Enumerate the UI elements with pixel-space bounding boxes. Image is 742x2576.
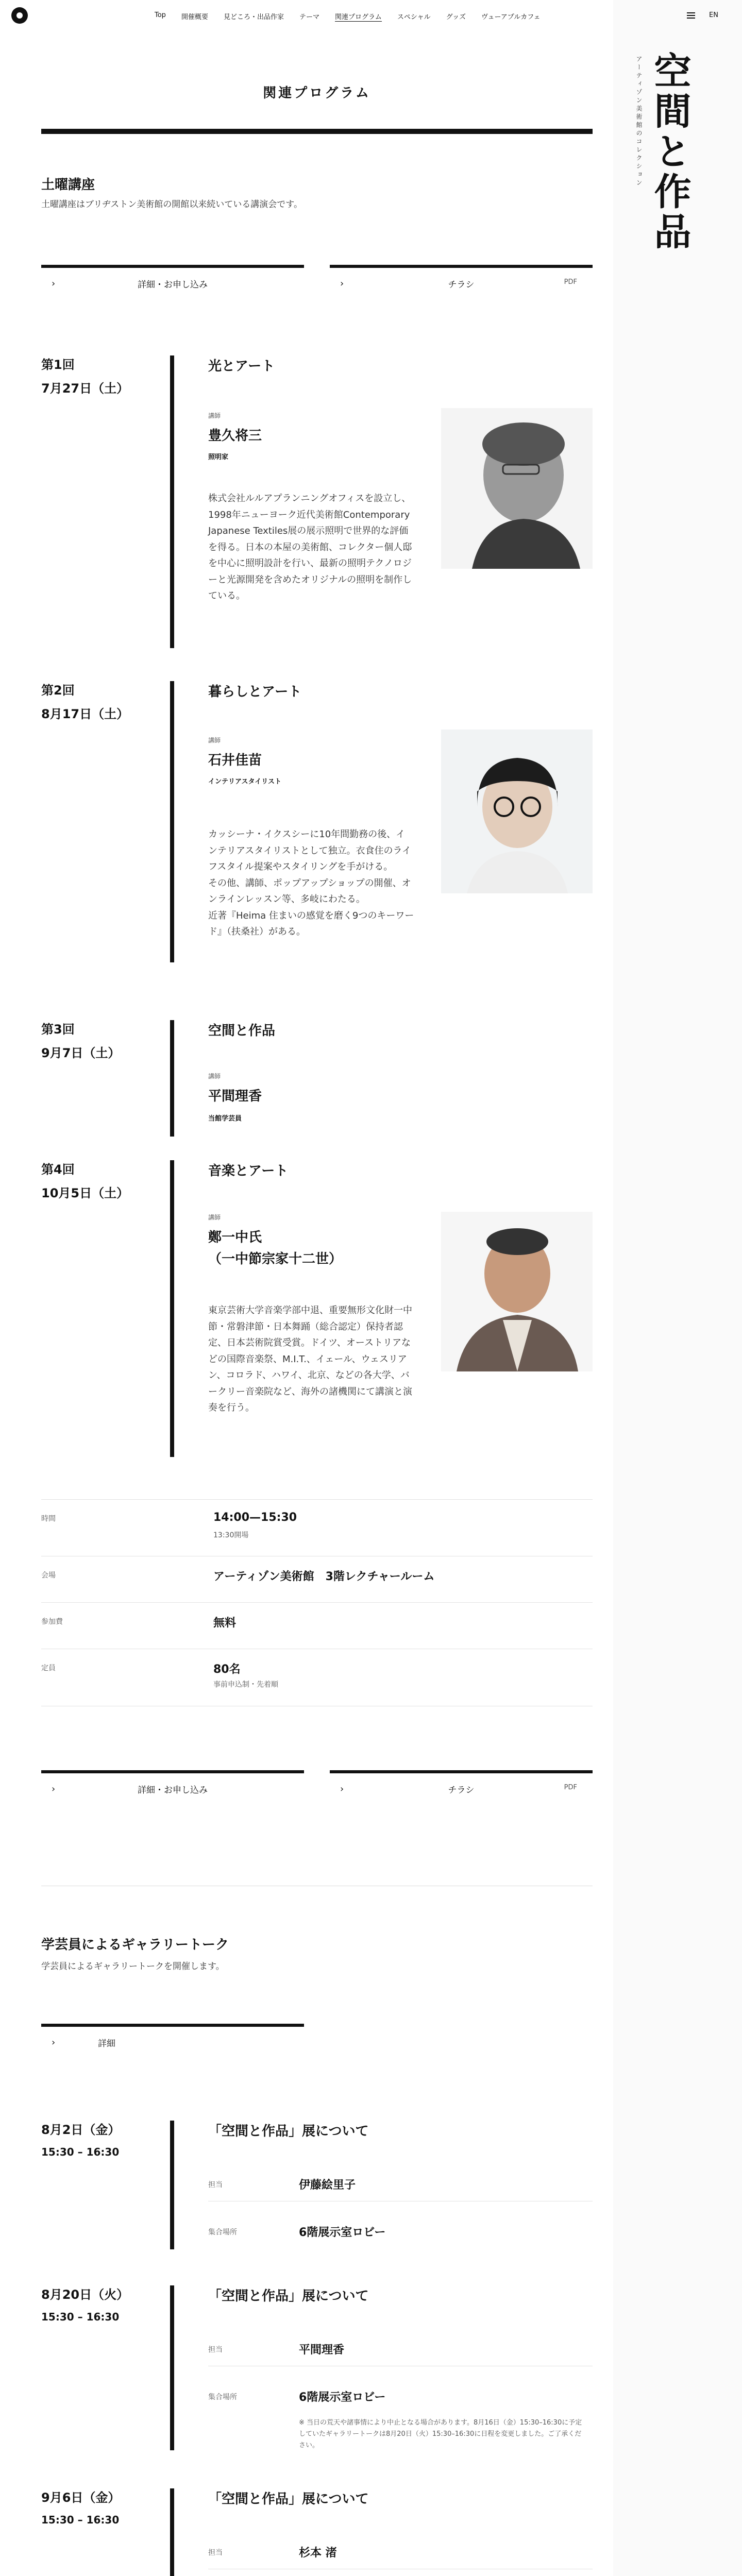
museum-logo-icon[interactable]: [11, 7, 28, 24]
lecturer-label: 講師: [208, 1073, 221, 1080]
nav-goods[interactable]: グッズ: [446, 13, 466, 21]
talk-speaker: 伊藤絵里子: [299, 2179, 356, 2192]
lecture-date: 第3回 9月7日（土）: [41, 1022, 121, 1060]
lecture-title: 光とアート: [208, 359, 275, 374]
talk-title: 「空間と作品」展について: [208, 2124, 369, 2139]
saturday-flyer-button-bottom[interactable]: › チラシ PDF: [330, 1770, 593, 1803]
saturday-heading: 土曜講座: [41, 177, 95, 193]
lecturer-photo: [441, 408, 593, 569]
info-row-capacity: 定員 80名 事前申込制・先着順: [41, 1649, 593, 1706]
side-exhibition-title: 空間と作品: [648, 52, 692, 252]
lecturer-role: 照明家: [208, 453, 229, 461]
saturday-flyer-button[interactable]: › チラシ PDF: [330, 265, 593, 298]
lecturer-label: 講師: [208, 1214, 221, 1221]
lecture-title: 空間と作品: [208, 1023, 276, 1039]
saturday-desc: 土曜講座はブリヂストン美術館の開館以来続いている講演会です。: [41, 199, 302, 210]
info-row-fee: 参加費 無料: [41, 1602, 593, 1649]
arrow-right-icon: ›: [52, 2037, 56, 2048]
talk-date: 9月6日（金） 15:30 – 16:30: [41, 2490, 121, 2526]
side-exhibition-subtitle: アーティゾン美術館のコレクション: [635, 56, 643, 188]
lecture-bar: [170, 1160, 174, 1457]
lecture-title: 音楽とアート: [208, 1163, 289, 1179]
title-rule: [41, 129, 593, 134]
lecturer-photo: [441, 730, 593, 893]
menu-icon[interactable]: [687, 12, 695, 19]
lecture-title: 暮らしとアート: [208, 684, 302, 700]
arrow-right-icon: ›: [340, 278, 344, 289]
lecturer-name: 豊久将三: [208, 428, 262, 444]
saturday-apply-button[interactable]: › 詳細・お申し込み: [41, 265, 304, 298]
talk-speaker: 杉本 渚: [299, 2547, 337, 2560]
lecture-date: 第1回 7月27日（土）: [41, 358, 129, 396]
nav-theme[interactable]: テーマ: [299, 13, 319, 21]
talk-bar: [170, 2285, 174, 2450]
talk-place: 6階展示室ロビー: [299, 2391, 386, 2404]
talk-note: ※ 当日の荒天や諸事情により中止となる場合があります。8月16日（金）15:30–16:30に予定していたギャラリートークは8月20日（火）15:30–16:30に日程を変更しました。ご了承ください。: [299, 2419, 582, 2450]
talk-date: 8月20日（火） 15:30 – 16:30: [41, 2287, 129, 2323]
talk-bar: [170, 2121, 174, 2249]
lecturer-label: 講師: [208, 412, 221, 419]
talk-title: 「空間と作品」展について: [208, 2492, 369, 2507]
arrow-right-icon: ›: [52, 278, 56, 289]
lecturer-name: 平間理香: [208, 1089, 262, 1104]
talk-speaker: 平間理香: [299, 2344, 345, 2357]
nav-cafe[interactable]: ヴューアプルカフェ: [481, 13, 541, 21]
side-panel: [613, 0, 742, 2576]
lecturer-photo: [441, 1212, 593, 1371]
lecturer-role: インテリアスタイリスト: [208, 778, 281, 786]
lecture-bar: [170, 355, 174, 648]
gallery-heading: 学芸員によるギャラリートーク: [41, 1937, 229, 1953]
talk-bar: [170, 2488, 174, 2576]
lecturer-bio: 東京芸術大学音楽学部中退、重要無形文化財一中節・常磐津節・日本舞踊（総合認定）保持者認定、日本芸術院賞受賞。ドイツ、オーストリアなどの国際音楽祭、M.I.T.、イェール、ウェスリアン、コロラド、ハワイ、北京、などの各大学、バークリー音楽院など、海外の諸機関にて講演と演奏を行う。: [208, 1305, 412, 1413]
talk-date: 8月2日（金） 15:30 – 16:30: [41, 2123, 121, 2158]
lecturer-bio: 株式会社ルルアプランニングオフィスを設立し、1998年ニューヨーク近代美術館Contemporary Japanese Textiles展の展示照明で世界的な評価を得る。日本の本屋の美術館、コレクター個人邸を中心に照明設計を行い、最新の照明テクノロジーと光源開発を含めたオリジナルの照明を制作している。: [208, 493, 412, 601]
arrow-right-icon: ›: [52, 1784, 56, 1794]
nav-programs[interactable]: 関連プログラム: [335, 11, 382, 22]
lecture-bar: [170, 1020, 174, 1137]
gallery-desc: 学芸員によるギャラリートークを開催します。: [41, 1961, 225, 1972]
lang-switch[interactable]: EN: [709, 11, 718, 19]
lecturer-name: 石井佳苗: [208, 753, 262, 768]
info-row-time: 時間 14:00—15:30 13:30開場: [41, 1499, 593, 1556]
lecture-bar: [170, 681, 174, 962]
lecturer-role: 当館学芸員: [208, 1115, 242, 1123]
nav-special[interactable]: スペシャル: [397, 13, 431, 21]
lecturer-name: 鄭一中氏 （一中節宗家十二世）: [208, 1230, 343, 1267]
saturday-apply-button-bottom[interactable]: › 詳細・お申し込み: [41, 1770, 304, 1803]
lecture-date: 第4回 10月5日（土）: [41, 1162, 129, 1200]
talk-title: 「空間と作品」展について: [208, 2289, 369, 2304]
gallery-detail-button[interactable]: › 詳細: [41, 2024, 304, 2057]
lecturer-bio: カッシーナ・イクスシーに10年間勤務の後、インテリアスタイリストとして独立。衣食住のライフスタイル提案やスタイリングを手がける。 その他、講師、ポップアップショップの開催、オンラインレッスン等、多岐にわたる。 近著『Heima 住まいの感覚を磨く9つのキーワード』（扶桑社）がある。: [208, 829, 414, 937]
arrow-right-icon: ›: [340, 1784, 344, 1794]
site-header: [0, 0, 742, 31]
page-title: 関連プログラム: [263, 86, 371, 101]
lecturer-label: 講師: [208, 737, 221, 744]
nav-top[interactable]: Top: [155, 11, 166, 19]
lecture-date: 第2回 8月17日（土）: [41, 683, 129, 721]
nav-highlights[interactable]: 見どころ・出品作家: [223, 13, 284, 21]
info-row-venue: 会場 アーティゾン美術館 3階レクチャールーム: [41, 1556, 593, 1603]
global-nav: [155, 11, 541, 22]
talk-place: 6階展示室ロビー: [299, 2226, 386, 2239]
nav-overview[interactable]: 開催概要: [181, 13, 208, 21]
